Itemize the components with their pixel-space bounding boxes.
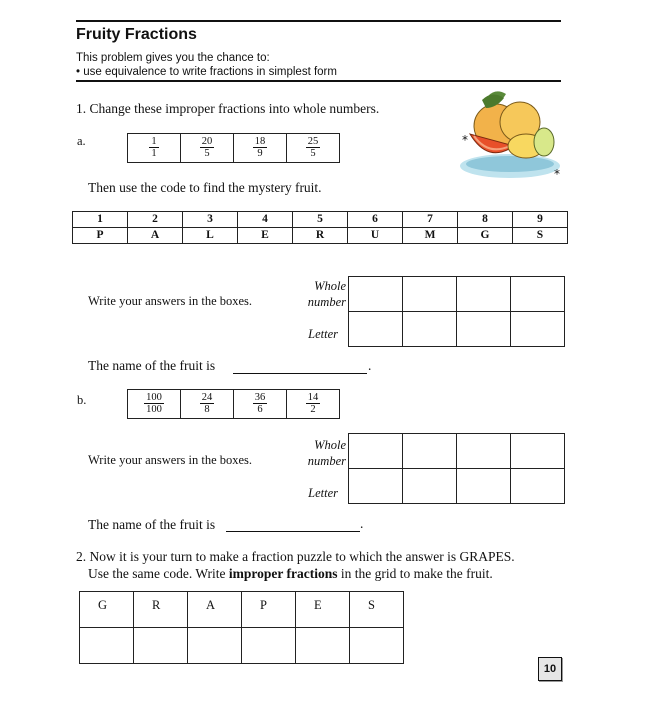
q1a-label: a. <box>77 134 86 148</box>
q1b-fractions-table <box>127 389 340 419</box>
answer-box[interactable] <box>403 434 457 469</box>
q2-line-1: 2. Now it is your turn to make a fraction puzzle to which the answer is GRAPES. <box>76 549 515 564</box>
q1a-instruction: Write your answers in the boxes. <box>88 294 253 308</box>
answer-box[interactable] <box>457 312 511 347</box>
q2-line-2: Use the same code. Write improper fractions in the grid to make the fruit. <box>88 566 493 581</box>
q2-grapes-grid <box>79 591 404 664</box>
grape-cell[interactable]: P <box>242 592 296 628</box>
answer-box[interactable] <box>403 469 457 504</box>
q1b-whole-number-label: Whole number <box>307 438 346 468</box>
fraction-cell: $\frac{36}{6}$ <box>234 390 287 419</box>
answer-box[interactable] <box>349 469 403 504</box>
whole-number-row <box>349 277 565 312</box>
svg-text:*: * <box>462 133 468 147</box>
answer-box[interactable] <box>457 469 511 504</box>
q1b-answer-grid <box>348 433 565 504</box>
q1a-answer-grid <box>348 276 565 347</box>
q1b-letter-label: Letter <box>308 486 338 500</box>
q1a-letter-label: Letter <box>308 327 338 341</box>
grape-answer-cell[interactable] <box>242 628 296 664</box>
grape-cell[interactable]: E <box>296 592 350 628</box>
q1a-fractions-table <box>127 133 340 163</box>
intro-text <box>76 51 337 79</box>
fraction-cell: $\frac{24}{8}$ <box>181 390 234 419</box>
answer-box[interactable] <box>457 277 511 312</box>
code-letters-row: P A L E R U M G S <box>73 228 568 244</box>
grape-answer-cell[interactable] <box>80 628 134 664</box>
page-title: Fruity Fractions <box>76 26 197 43</box>
letter-row <box>349 469 565 504</box>
answer-box[interactable] <box>349 434 403 469</box>
q1a-fruit-end: . <box>368 358 372 373</box>
grape-cell[interactable]: S <box>350 592 404 628</box>
letter-row <box>349 312 565 347</box>
whole-number-row <box>349 434 565 469</box>
answer-box[interactable] <box>457 434 511 469</box>
top-rule <box>76 20 561 22</box>
code-numbers-row: 1 2 3 4 5 6 7 8 9 <box>73 212 568 228</box>
grape-cell[interactable]: G <box>80 592 134 628</box>
grape-answer-cell[interactable] <box>296 628 350 664</box>
svg-text:*: * <box>554 167 560 181</box>
answer-box[interactable] <box>511 312 565 347</box>
fraction-cell: $\frac{14}{2}$ <box>287 390 340 419</box>
page-number: 10 <box>538 657 562 681</box>
grape-answer-cell[interactable] <box>350 628 404 664</box>
answer-box[interactable] <box>403 312 457 347</box>
fraction-cell: $\frac{100}{100}$ <box>128 390 181 419</box>
grape-cell[interactable]: A <box>188 592 242 628</box>
answer-box[interactable] <box>511 469 565 504</box>
code-table <box>72 211 568 244</box>
answer-box[interactable] <box>511 277 565 312</box>
q1a-fruit-answer-line[interactable] <box>233 373 367 374</box>
q1-prompt: 1. Change these improper fractions into whole numbers. <box>76 101 380 116</box>
fraction-cell: $\frac{20}{5}$ <box>181 134 234 163</box>
answer-box[interactable] <box>349 312 403 347</box>
answer-box[interactable] <box>349 277 403 312</box>
answer-box[interactable] <box>511 434 565 469</box>
q1b-fruit-end: . <box>360 516 364 531</box>
fraction-cell: $\frac{25}{5}$ <box>287 134 340 163</box>
fraction-cell: $\frac{1}{1}$ <box>128 134 181 163</box>
grape-answer-cell[interactable] <box>134 628 188 664</box>
q1b-instruction: Write your answers in the boxes. <box>88 453 253 467</box>
code-prompt: Then use the code to find the mystery fruit. <box>88 180 322 195</box>
q1a-fruit-prompt: The name of the fruit is <box>88 358 216 373</box>
q1b-fruit-prompt: The name of the fruit is <box>88 517 216 532</box>
grapes-fraction-row <box>80 628 404 664</box>
fraction-cell: $\frac{18}{9}$ <box>234 134 287 163</box>
q1a-whole-number-label: Whole number <box>307 279 346 309</box>
intro-line-1: This problem gives you the chance to: <box>76 52 270 64</box>
fruit-bowl-icon <box>448 86 566 190</box>
intro-line-2: • use equivalence to write fractions in simplest form <box>76 66 337 78</box>
header-rule <box>76 80 561 82</box>
answer-box[interactable] <box>403 277 457 312</box>
q1b-label: b. <box>77 393 87 407</box>
grape-answer-cell[interactable] <box>188 628 242 664</box>
grapes-letter-row <box>80 592 404 628</box>
q1b-fruit-answer-line[interactable] <box>226 531 360 532</box>
grape-cell[interactable]: R <box>134 592 188 628</box>
